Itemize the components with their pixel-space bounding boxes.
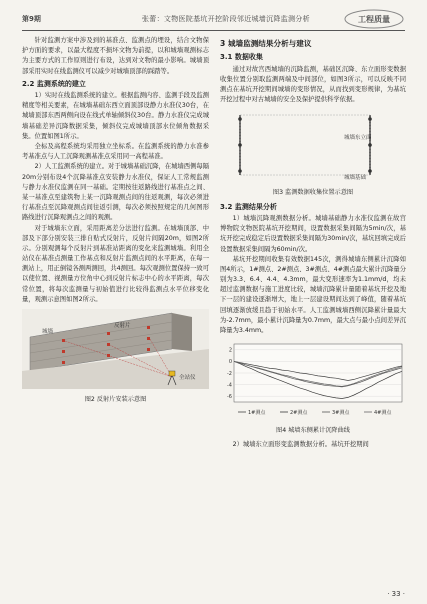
paragraph: 1）实时在线监测系统的建立。根据监测内容、监测手段及监测精度等相关要素，在城墙基础东西立面顶部设静力水准仪30台，在城墙顶部东西两侧向设在线式单轴倾斜仪30台。静力水准仪完成城墙基础差异沉降数据采集，倾斜仪完成城墙顶部水位倾角数据采集。位置如图1所示。 [22, 92, 209, 140]
paragraph: 1）城墙沉降观测数据分析。城墙基础静力水准仪监测在故宫博物院文物医院基坑开挖期间，设置数据采集间隔为5min/次，基坑开挖完成稳定后设置数据采集间隔为30min/次，基坑回填完成后设置数据采集间隔为60min/次。 [220, 214, 406, 253]
y-tick-label: -6 [227, 394, 232, 401]
issue-number: 第9期 [22, 15, 41, 23]
figure-2 [22, 309, 209, 405]
figure-4-caption: 图4 城墙东侧累计沉降曲线 [276, 427, 350, 435]
y-tick-label: -2 [227, 370, 232, 377]
label-reflector: 反射片 [114, 323, 131, 330]
left-column [22, 36, 209, 409]
y-tick-label: 0 [228, 359, 232, 366]
paragraph: 全标及高程系统均采用独立坐标系。在监测系统的静力水准参考基准点与人工沉降观测基准点采用同一高程基准。 [22, 143, 209, 161]
legend-entry: 3#测点 [332, 410, 350, 417]
figure-3-caption: 图3 监测数据收集位置示意图 [272, 188, 354, 196]
paragraph: 对于城墙东立面，采用距离差分法进行监测。在城墙顶部、中部及下部分别安装三排自贴式反射片，反射片间隔20m，如图2所示。分别观测每个反射片到基准站距离的变化来监测城墙。利用全站仪在基准点测量工作基点和反射片监测点间的水平距离，在每一测站上，用正倒镜各测两测回，共4测回。每次观测位置保持一致可以使位置、视测量方位角中心到反射片标志中心的水平距离，每次常位置，将每次监测量与初始值进行比较得监测点水平位移变化量，观测示意图如图2所示。 [22, 224, 209, 303]
paragraph: 2）城墙东立面形变监测数据分析。基坑开挖期间 [232, 441, 369, 449]
paragraph: 通过对故宫西城墙的沉降监测，基础区沉降、东立面形变数据收集位置分别取监测两端及中间部位，如图3所示，可以反映不同测点在基坑开挖期间城墙的变形情况，从而找到变形规律，为基坑开挖过程中对古城墙的安全及保护提供科学依据。 [220, 65, 406, 104]
y-tick-label: 2 [228, 347, 232, 354]
label-east-facade: 城墙东立面 [344, 135, 372, 142]
journal-logo [343, 8, 405, 30]
page-number: · 33 · [387, 590, 405, 598]
running-header [22, 10, 405, 28]
figure-4 [220, 340, 406, 436]
section-heading-3-1: 3.1 数据收集 [220, 53, 263, 62]
label-wall: 城墙 [42, 329, 54, 336]
section-heading-3-2: 3.2 监测结果分析 [220, 202, 277, 211]
legend-entry: 2#测点 [290, 410, 308, 417]
section-heading-3: 3 城墙监测结果分析与建议 [220, 39, 312, 48]
y-tick-label: -4 [227, 382, 232, 389]
settlement-chart [220, 340, 406, 420]
label-foundation: 城墙基础 [344, 175, 367, 182]
paragraph: 针对监测方案中涉及到的基准点、监测点的埋设，结合文物保护方面的要求，以最大程度不损坏文物为前提，以和城墙观测标志为主要方式的工作原则进行布设，达到对文物的最小影响。城墙顶部采用实时在线监测仪可以减少对城墙顶部的踩踏等。 [22, 37, 209, 75]
legend-entry: 4#测点 [374, 410, 392, 417]
header-rule [22, 30, 405, 31]
label-total-station: 全站仪 [179, 375, 196, 382]
figure-3 [220, 109, 406, 197]
running-title: 张蕾：文物医院基坑开挖阶段邻近城墙沉降监测分析 [142, 15, 310, 23]
legend-entry: 1#测点 [248, 410, 266, 417]
reflector-diagram [22, 309, 209, 389]
data-collection-diagram [220, 109, 406, 181]
logo-text: 工程质量 [358, 15, 390, 24]
figure-2-caption: 图2 反射片安装示意图 [84, 396, 147, 404]
section-heading-2-2: 2.2 监测系统的建立 [22, 79, 86, 88]
right-column [220, 36, 406, 451]
paragraph: 2）人工监测系统的建立。对于城墙基础沉降，在城墙西侧每隔20m分别布设4个沉降基准点安装静力水准仪，保证人工常规监测与静力水准仪监测在同一基础。定期按往返路线进行基准点之间、某一基准点至建筑物上某一沉降观测点间的往返观测，每次必须进行基准点至沉降观测点间往返引测，每次必须按照规定的几何图形路线进行沉降观测点之间的观测。 [22, 163, 209, 222]
paragraph: 基坑开挖期间收集有效数据145次，测得城墙东侧累计沉降如图4所示，1#测点、2#测点、3#测点、4#测点最大累计沉降量分别为3.3、6.4、4.4、4.3mm，最大变形速率为1.1mm/d，均未超过监测数据与施工进度比较，城墙沉降累计量随着基坑开挖及地下一层的建设逐渐增大，地上一层建设期间达到了峰值，随着基坑回填逐渐放缓且趋于初始水平。人工监测城墙西侧沉降累计量最大为-2.7mm，最小累计沉降量为0.7mm，最大点与最小点间差异沉降量为3.4mm。 [220, 255, 406, 334]
